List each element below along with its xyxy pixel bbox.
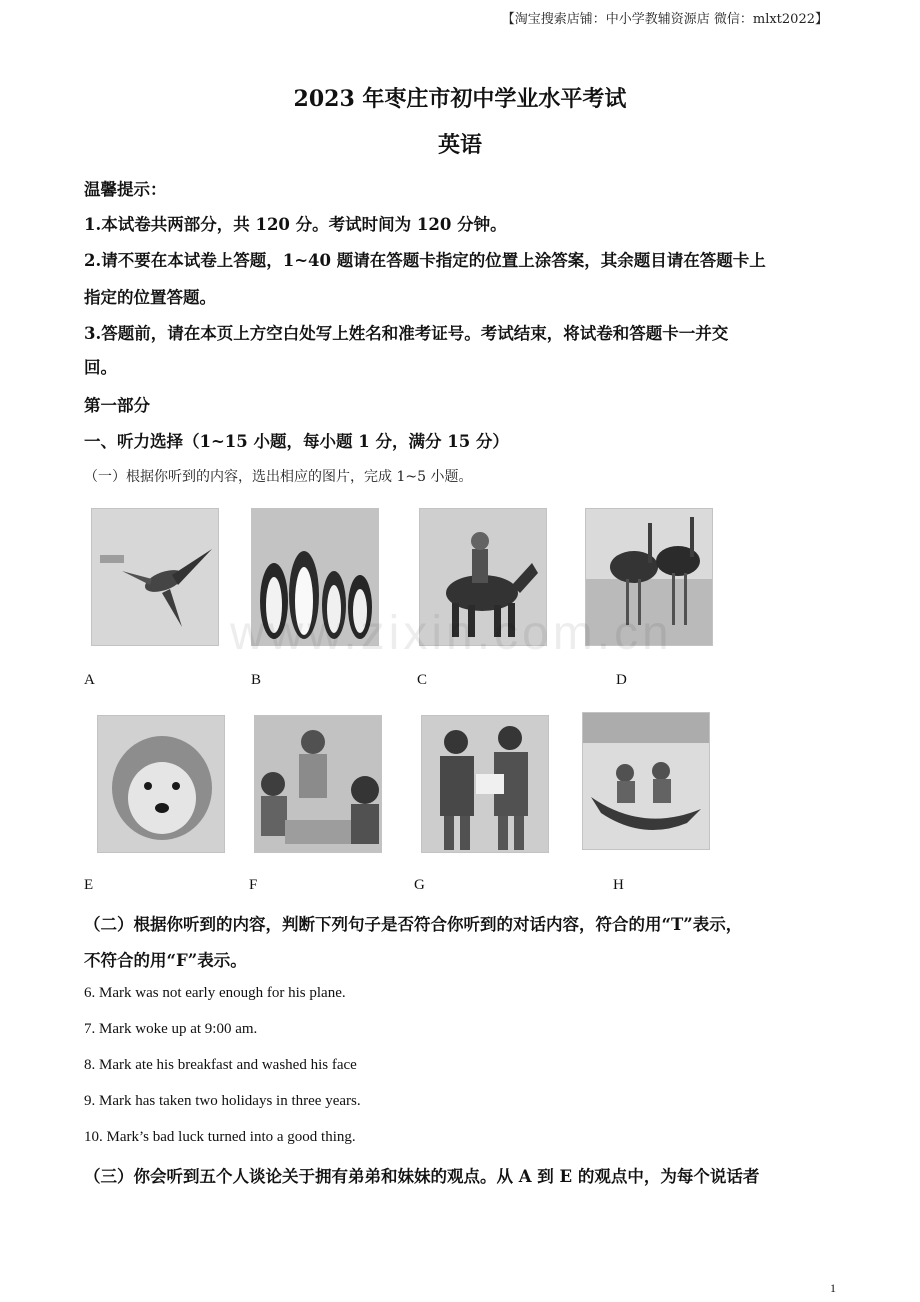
sentence-8: 8. Mark ate his breakfast and washed his face	[84, 1057, 357, 1073]
notice-item-1: 1.本试卷共两部分，共 120 分。考试时间为 120 分钟。	[84, 215, 507, 234]
sub-section-3-line-1: （三）你会听到五个人谈论关于拥有弟弟和妹妹的观点。从 A 到 E 的观点中，为每个说话者	[84, 1167, 760, 1186]
picture-letter-e: E	[84, 877, 94, 893]
sub-section-2-line-2: 不符合的用“F”表示。	[84, 951, 247, 970]
page-number: 1	[830, 1281, 836, 1295]
picture-letter-a: A	[84, 672, 95, 688]
picture-letter-d: D	[616, 672, 627, 688]
notice-item-2-line-2: 指定的位置答题。	[84, 288, 216, 307]
picture-letter-f: F	[249, 877, 258, 893]
dog-picture	[97, 715, 225, 853]
picture-letter-c: C	[417, 672, 428, 688]
notice-item-3-line-1: 3.答题前，请在本页上方空白处写上姓名和准考证号。考试结束，将试卷和答题卡一并交	[84, 324, 729, 343]
picture-letter-h: H	[613, 877, 624, 893]
part-label: 第一部分	[84, 396, 150, 415]
notice-heading: 温馨提示：	[84, 180, 167, 199]
shop-header-note: 【淘宝搜索店铺：中小学教辅资源店 微信：mlxt2022】	[501, 12, 828, 27]
exam-title: 2023 年枣庄市初中学业水平考试	[293, 86, 627, 112]
sub-section-1-instruction: （一）根据你听到的内容，选出相应的图片，完成 1~5 小题。	[84, 469, 473, 485]
picture-letter-g: G	[414, 877, 425, 893]
sentence-9: 9. Mark has taken two holidays in three years.	[84, 1093, 361, 1109]
sentence-6: 6. Mark was not early enough for his plane.	[84, 985, 346, 1001]
watermark-text: www.zixin.com.cn	[230, 607, 673, 660]
picture-letter-b: B	[251, 672, 262, 688]
two-people-reading-picture	[421, 715, 549, 853]
boat-picture	[582, 712, 710, 850]
hummingbird-picture	[91, 508, 219, 646]
family-picture	[254, 715, 382, 853]
sentence-7: 7. Mark woke up at 9:00 am.	[84, 1021, 258, 1037]
exam-subject: 英语	[437, 132, 482, 158]
section-1-title: 一、听力选择（1~15 小题，每小题 1 分，满分 15 分）	[84, 432, 509, 451]
notice-item-2-line-1: 2.请不要在本试卷上答题，1~40 题请在答题卡指定的位置上涂答案，其余题目请在答题卡上	[84, 251, 766, 270]
sub-section-2-line-1: （二）根据你听到的内容，判断下列句子是否符合你听到的对话内容，符合的用“T”表示，	[84, 915, 743, 934]
notice-item-3-line-2: 回。	[84, 358, 117, 377]
sentence-10: 10. Mark’s bad luck turned into a good thing.	[84, 1129, 356, 1145]
